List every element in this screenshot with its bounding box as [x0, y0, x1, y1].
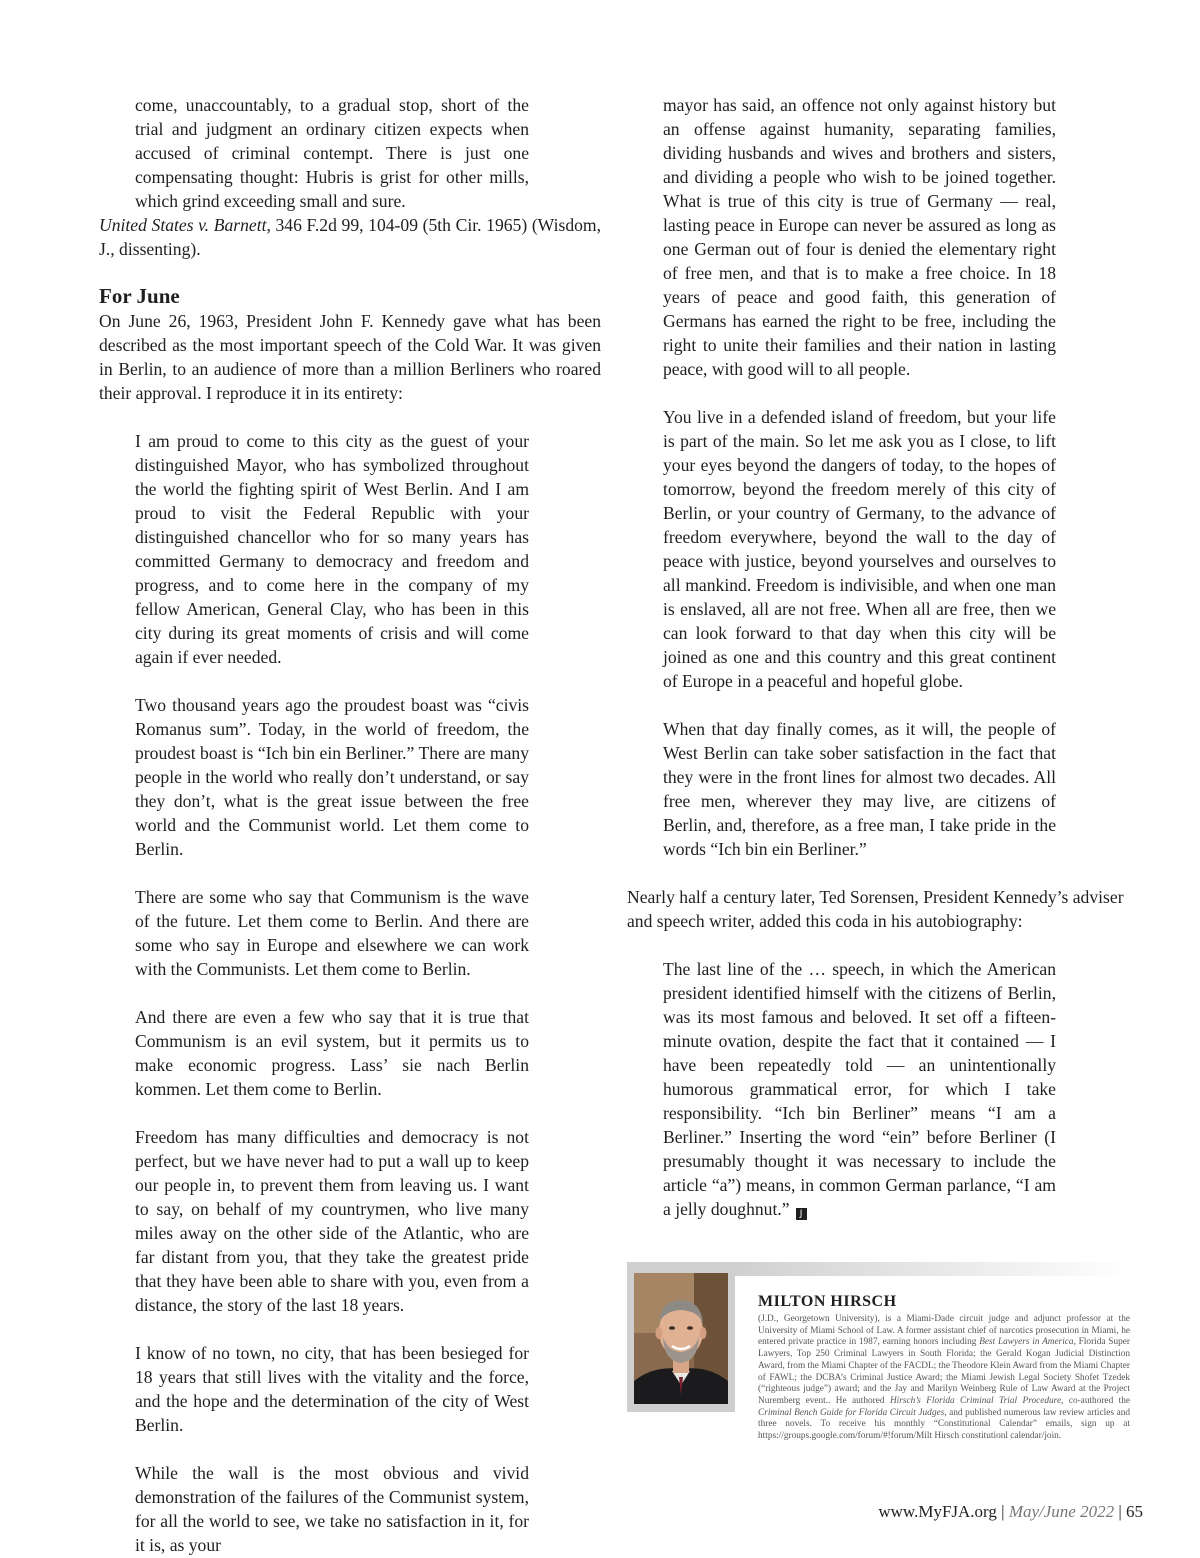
sorensen-quote-text [663, 957, 1056, 1221]
right-column [627, 93, 1132, 1221]
case-citation [99, 213, 601, 261]
author-bio-italic: Hirsch’s Florida Criminal Trial Procedure [889, 1395, 1062, 1406]
sorensen-intro: Nearly half a century later, Ted Sorensen, President Kennedy’s adviser and speech writer, added this coda in his autobiography: [627, 887, 1124, 931]
author-photo [634, 1273, 728, 1404]
citation-reference: , 346 F.2d 99, 104-09 (5th Cir. 1965) (Wisdom, J., dissenting). [99, 215, 601, 259]
author-bio-box [627, 1262, 1133, 1476]
author-bio [758, 1314, 1130, 1443]
speech-paragraph: Freedom has many difficulties and democracy is not perfect, but we have never had to put a wall up to keep our people in, to prevent them from leaving us. I want to say, on behalf of my countrymen, who live many miles away on the other side of the Atlantic, who are far distant from you, that they take the greatest pride that they have been able to share with you, even from a distance, the story of the last 18 years. [135, 1127, 529, 1315]
kennedy-speech-part-1 [135, 429, 529, 1557]
sorensen-quote-body: The last line of the … speech, in which the American president identified himself with the citizens of Berlin, was its most famous and beloved. It set off a fifteen-minute ovation, despite the fact that it contained — I have been repeatedly told — an unintentionally humorous grammatical error, for which I take responsibility. “Ich bin Berliner” means “I am a Berliner.” Inserting the word “ein” before Berliner (I presumably thought it was necessary to include the article “a”) means, in common German parlance, “I am a jelly doughnut.” [663, 959, 1056, 1219]
speech-paragraph: You live in a defended island of freedom, but your life is part of the main. So let me ask you as I close, to lift your eyes beyond the dangers of today, to the hopes of tomorrow, beyond the freedom merely of this city of Berlin, or your country of Germany, to the advance of freedom everywhere, beyond the wall to the day of peace with justice, beyond yourselves and ourselves to all mankind. Freedom is indivisible, and when one man is enslaved, all are not free. When all are free, then we can look forward to that day when this city will be joined as one and this country and this great continent of Europe in a peaceful and hopeful globe. [663, 407, 1056, 691]
barnett-quote-continuation [135, 93, 529, 213]
speech-paragraph: Two thousand years ago the proudest boast was “civis Romanus sum”. Today, in the world of freedom, the proudest boast is “Ich bin ein Berliner.” There are many people in the world who really don’t understand, or say they don’t, what is the great issue between the free world and the Communist world. Let them come to Berlin. [135, 695, 529, 859]
author-name: MILTON HIRSCH [758, 1293, 897, 1310]
quote-paragraph: come, unaccountably, to a gradual stop, short of the trial and judgment an ordinary citizen expects when accused of criminal contempt. There is just one compensating thought: Hubris is grist for other mills, which grind exceeding small and sure. [135, 95, 529, 211]
speech-paragraph: When that day finally comes, as it will, the people of West Berlin can take sober satisfaction in the fact that they were in the front lines for almost two decades. All free men, wherever they may live, are citizens of Berlin, and, therefore, as a free man, I take pride in the words “Ich bin ein Berliner.” [663, 719, 1056, 859]
author-box-gradient-bar [727, 1262, 1133, 1276]
speech-paragraph: And there are even a few who say that it is true that Communism is an evil system, but it permits us to make economic progress. Lass’ sie nach Berlin kommen. Let them come to Berlin. [135, 1007, 529, 1099]
footer-site: www.MyFJA.org [878, 1502, 997, 1521]
speech-paragraph: I am proud to come to this city as the guest of your distinguished Mayor, who has symbolized throughout the world the fighting spirit of West Berlin. And I am proud to visit the Federal Republic with your distinguished chancellor who for so many years has committed Germany to democracy and freedom and progress, and to come here in the company of my fellow American, General Clay, who has been in this city during its great moments of crisis and will come again if ever needed. [135, 431, 529, 667]
kennedy-speech-part-2 [663, 93, 1056, 861]
footer-separator: | [996, 1502, 1009, 1521]
speech-paragraph: There are some who say that Communism is the wave of the future. Let them come to Berlin. And there are some who say in Europe and elsewhere we can work with the Communists. Let them come to Berlin. [135, 887, 529, 979]
footer-separator: | [1114, 1502, 1126, 1521]
sorensen-quote [663, 957, 1056, 1221]
page-number: 65 [1126, 1502, 1143, 1521]
speech-paragraph: While the wall is the most obvious and vivid demonstration of the failures of the Communist system, for all the world to see, we take no satisfaction in it, for it is, as your [135, 1463, 529, 1555]
speech-paragraph: mayor has said, an offence not only against history but an offense against humanity, separating families, dividing husbands and wives and brothers and sisters, and dividing a people who wish to be joined together. What is true of this city is true of Germany — real, lasting peace in Europe can never be assured as long as one German out of four is denied the elementary right of free men, and that is to make a free choice. In 18 years of peace and good faith, this generation of Germans has earned the right to be free, including the right to unite their families and their nation in lasting peace, with good will to all people. [663, 95, 1056, 379]
page-footer [878, 1502, 1143, 1522]
left-column [99, 93, 601, 1557]
author-bio-text: (J.D., Georgetown University), is a Miami-Dade circuit judge and adjunct professor at the University of Miami School of Law. A former assistant chief of narcotics prosecution in Miami, he entered private practice in 1987, earning honors including [758, 1314, 1130, 1348]
citation-case-name: United States v. Barnett [99, 215, 267, 235]
author-bio-text: , Florida Super Lawyers, Top 250 Criminal Lawyers in South Florida; the Gerald Kogan Judicial Distinction Award, from the Miami Chapter of the FACDL; the Theodore Klein Award from the Miami Chapter of FAWL; the DCBA’s Criminal Justice Award; the Miami Jewish Legal Society Shofet Tzedek (“righteous judge”) award; and the Jay and Marilyn Weinberg Rule of Law Award at the Project Nuremberg event.. He authored [758, 1337, 1130, 1406]
author-photo-frame [627, 1262, 735, 1412]
author-bio-italic: Criminal Bench Guide for Florida Circuit Judges [758, 1407, 945, 1418]
section-heading: For June [99, 284, 180, 308]
author-bio-text: , and published numerous law review articles and three novels. To receive his monthly “Constitutional Calendar” emails, sign up at https://groups.google.com/forum/#!forum/Milt Hirsch constitutionl calendar/join. [758, 1407, 1130, 1442]
author-bio-text: , co-authored the [1061, 1395, 1130, 1406]
end-of-article-icon: J [796, 1208, 807, 1220]
footer-issue: May/June 2022 [1008, 1502, 1115, 1521]
author-bio-italic: Best Lawyers in America [979, 1337, 1074, 1348]
speech-paragraph: I know of no town, no city, that has been besieged for 18 years that still lives with the vitality and the force, and the hope and the determination of the city of West Berlin. [135, 1343, 529, 1435]
intro-paragraph: On June 26, 1963, President John F. Kennedy gave what has been described as the most important speech of the Cold War. It was given in Berlin, to an audience of more than a million Berliners who roared their approval. I reproduce it in its entirety: [99, 311, 601, 403]
